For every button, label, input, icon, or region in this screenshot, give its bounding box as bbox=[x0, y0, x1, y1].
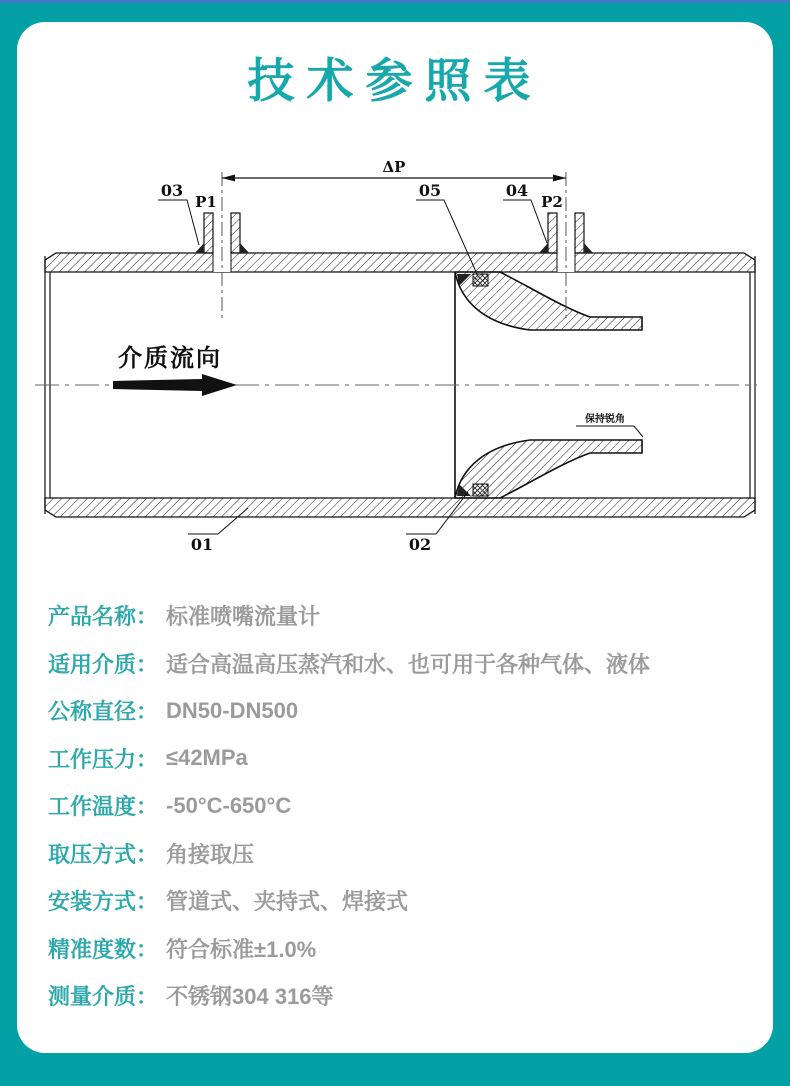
label-03: 03 bbox=[160, 181, 184, 200]
spec-value: 不锈钢304 316等 bbox=[166, 984, 334, 1010]
spec-value: 标准喷嘴流量计 bbox=[166, 604, 321, 630]
spec-label: 测量介质： bbox=[48, 984, 159, 1010]
spec-value: DN50-DN500 bbox=[166, 697, 299, 723]
spec-value: 符合标准±1.0% bbox=[166, 936, 317, 962]
edge-note-text: 保持锐角 bbox=[585, 414, 625, 425]
label-04: 04 bbox=[505, 181, 529, 200]
spec-value: 适合高温高压蒸汽和水、也可用于各种气体、液体 bbox=[166, 651, 651, 677]
label-p1: P1 bbox=[195, 193, 217, 211]
spec-row-working-pressure bbox=[48, 735, 758, 783]
flow-direction-arrow bbox=[113, 374, 237, 396]
nozzle-flowmeter-drawing bbox=[30, 148, 760, 573]
spec-value: 管道式、夹持式、焊接式 bbox=[166, 889, 409, 915]
spec-label: 适用介质： bbox=[48, 651, 159, 677]
pipe-bottom-wall bbox=[45, 498, 755, 517]
pipe-top-wall bbox=[45, 253, 755, 272]
spec-row-product-name bbox=[48, 592, 758, 640]
label-02: 02 bbox=[408, 535, 432, 554]
spec-label: 公称直径： bbox=[48, 699, 159, 725]
spec-label: 取压方式： bbox=[48, 841, 159, 867]
spec-row-applicable-medium bbox=[48, 640, 758, 688]
spec-list bbox=[48, 592, 758, 1020]
spec-label: 工作压力： bbox=[48, 746, 159, 772]
label-05: 05 bbox=[418, 181, 442, 200]
label-01: 01 bbox=[190, 535, 214, 554]
spec-value: -50°C-650°C bbox=[166, 792, 292, 818]
dp-dimension bbox=[222, 158, 566, 182]
spec-row-working-temperature bbox=[48, 782, 758, 830]
spec-row-nominal-diameter bbox=[48, 687, 758, 735]
spec-label: 精准度数： bbox=[48, 936, 159, 962]
flow-direction-label: 介质流向 bbox=[118, 344, 222, 372]
top-accent-strip bbox=[0, 0, 790, 3]
spec-value: 角接取压 bbox=[166, 841, 255, 867]
label-p2: P2 bbox=[541, 193, 563, 211]
technical-diagram bbox=[30, 148, 760, 573]
dp-label: ΔP bbox=[382, 158, 406, 176]
spec-label: 工作温度： bbox=[48, 794, 159, 820]
spec-row-pressure-tapping bbox=[48, 830, 758, 878]
spec-row-material bbox=[48, 972, 758, 1020]
spec-label: 产品名称： bbox=[48, 604, 159, 630]
spec-label: 安装方式： bbox=[48, 889, 159, 915]
spec-row-installation bbox=[48, 877, 758, 925]
spec-row-accuracy bbox=[48, 925, 758, 973]
edge-note-leader bbox=[576, 412, 643, 437]
spec-value: ≤42MPa bbox=[166, 745, 248, 771]
page-title: 技术参照表 bbox=[247, 54, 543, 107]
